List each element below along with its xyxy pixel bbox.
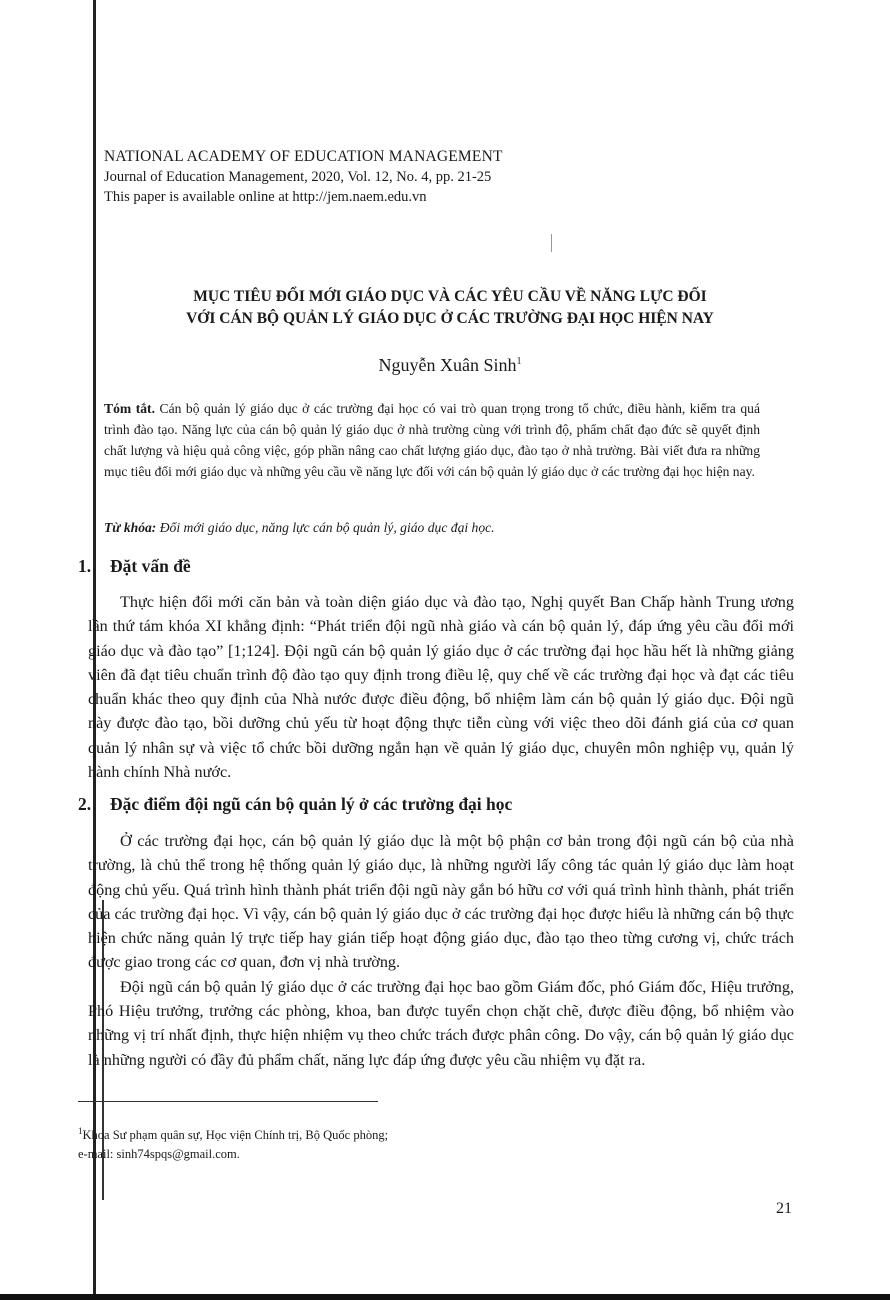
section-heading-1: [78, 556, 191, 577]
paragraph: Ở các trường đại học, cán bộ quản lý giáo dục là một bộ phận cơ bản trong đội ngũ cán bộ của nhà trường, là chủ thể trong hệ thống quản lý giáo dục, là những người lấy công tác quản lý giáo dục làm hoạt động chủ yếu. Quá trình hình thành phát triển đội ngũ này gắn bó hữu cơ với quá trình hình thành, phát triển của các trường đại học. Vì vậy, cán bộ quản lý giáo dục ở các trường đại học được hiểu là những cán bộ thực hiện chức năng quản lý trực tiếp hay gián tiếp hoạt động giáo dục, đào tạo theo từng cương vị, chức trách được giao trong các cơ quan, đơn vị nhà trường.: [88, 832, 794, 972]
keywords: [104, 520, 760, 536]
section-title: Đặc điểm đội ngũ cán bộ quản lý ở các trường đại học: [110, 794, 513, 814]
journal-header: [104, 147, 704, 207]
scan-mark: [551, 234, 552, 252]
footnote-marker: 1: [78, 1126, 83, 1136]
paper-title: [110, 286, 790, 330]
keywords-text: Đổi mới giáo dục, năng lực cán bộ quản lý, giáo dục đại học.: [159, 520, 495, 535]
title-line-2: VỚI CÁN BỘ QUẢN LÝ GIÁO DỤC Ở CÁC TRƯỜNG ĐẠI HỌC HIỆN NAY: [186, 310, 714, 327]
availability-note: This paper is available online at http://jem.naem.edu.vn: [104, 189, 427, 205]
paragraph: Đội ngũ cán bộ quản lý giáo dục ở các trường đại học bao gồm Giám đốc, phó Giám đốc, Hiệu trưởng, Phó Hiệu trưởng, trưởng các phòng, khoa, ban được tuyển chọn chặt chẽ, được điều động, bổ nhiệm vào những vị trí nhất định, thực hiện nhiệm vụ theo chức trách được phân công. Do vậy, cán bộ quản lý giáo dục là những người có đầy đủ phẩm chất, năng lực đáp ứng được yêu cầu nhiệm vụ đặt ra.: [88, 977, 794, 1069]
section-2-body: [88, 829, 794, 1072]
author-footnote-marker: 1: [516, 356, 522, 367]
author-name: Nguyễn Xuân Sinh: [378, 355, 517, 375]
section-number: 2.: [78, 794, 92, 814]
footnote-divider: [78, 1101, 378, 1102]
abstract-text: Cán bộ quản lý giáo dục ở các trường đại học có vai trò quan trọng trong tổ chức, điều hành, kiểm tra quá trình đào tạo. Năng lực của cán bộ quản lý giáo dục ở nhà trường cùng với trình độ, phẩm chất đạo đức sẽ quyết định chất lượng và hiệu quả công việc, góp phần nâng cao chất lượng giáo dục, đào tạo ở nhà trường. Bài viết đưa ra những mục tiêu đổi mới giáo dục và những yêu cầu về năng lực đối với cán bộ quản lý giáo dục ở các trường đại học hiện nay.: [104, 401, 760, 479]
page-number: 21: [776, 1200, 792, 1217]
section-1-body: [88, 590, 794, 784]
footnote: [78, 1122, 678, 1164]
section-heading-2: [78, 794, 512, 815]
footnote-affiliation: Khoa Sư phạm quân sự, Học viện Chính trị, Bộ Quốc phòng;: [82, 1128, 389, 1143]
journal-citation: Journal of Education Management, 2020, Vol. 12, No. 4, pp. 21-25: [104, 169, 492, 185]
abstract-label: Tóm tắt.: [104, 401, 155, 416]
footnote-email: e-mail: sinh74spqs@gmail.com.: [78, 1147, 240, 1162]
title-line-1: MỤC TIÊU ĐỔI MỚI GIÁO DỤC VÀ CÁC YÊU CẦU VỀ NĂNG LỰC ĐỐI: [193, 288, 707, 305]
organization-name: NATIONAL ACADEMY OF EDUCATION MANAGEMENT: [104, 148, 503, 165]
keywords-label: Từ khóa:: [104, 520, 157, 535]
paragraph: Thực hiện đổi mới căn bản và toàn diện giáo dục và đào tạo, Nghị quyết Ban Chấp hành Trung ương lần thứ tám khóa XI khẳng định: “Phát triển đội ngũ nhà giáo và cán bộ quản lý, đáp ứng yêu cầu đổi mới giáo dục và đào tạo” [1;124]. Đội ngũ cán bộ quản lý giáo dục ở các trường đại học hầu hết là những giảng viên đã đạt tiêu chuẩn trình độ đào tạo quy định trong điều lệ, quy chế về các trường đại học và đạt các tiêu chuẩn khác theo quy định của Nhà nước được điều động, bổ nhiệm làm cán bộ quản lý giáo dục. Đội ngũ này được đào tạo, bồi dưỡng chủ yếu từ hoạt động thực tiễn cùng với việc theo dõi đánh giá của cơ quan quản lý nhân sự và việc tổ chức bồi dưỡng ngắn hạn về quản lý giáo dục, chuyên môn nghiệp vụ, quản lý hành chính Nhà nước.: [88, 593, 794, 782]
author: [110, 355, 790, 376]
abstract: [104, 398, 760, 482]
section-number: 1.: [78, 556, 92, 576]
scan-bottom-edge: [0, 1294, 890, 1300]
section-title: Đặt vấn đề: [110, 556, 191, 576]
